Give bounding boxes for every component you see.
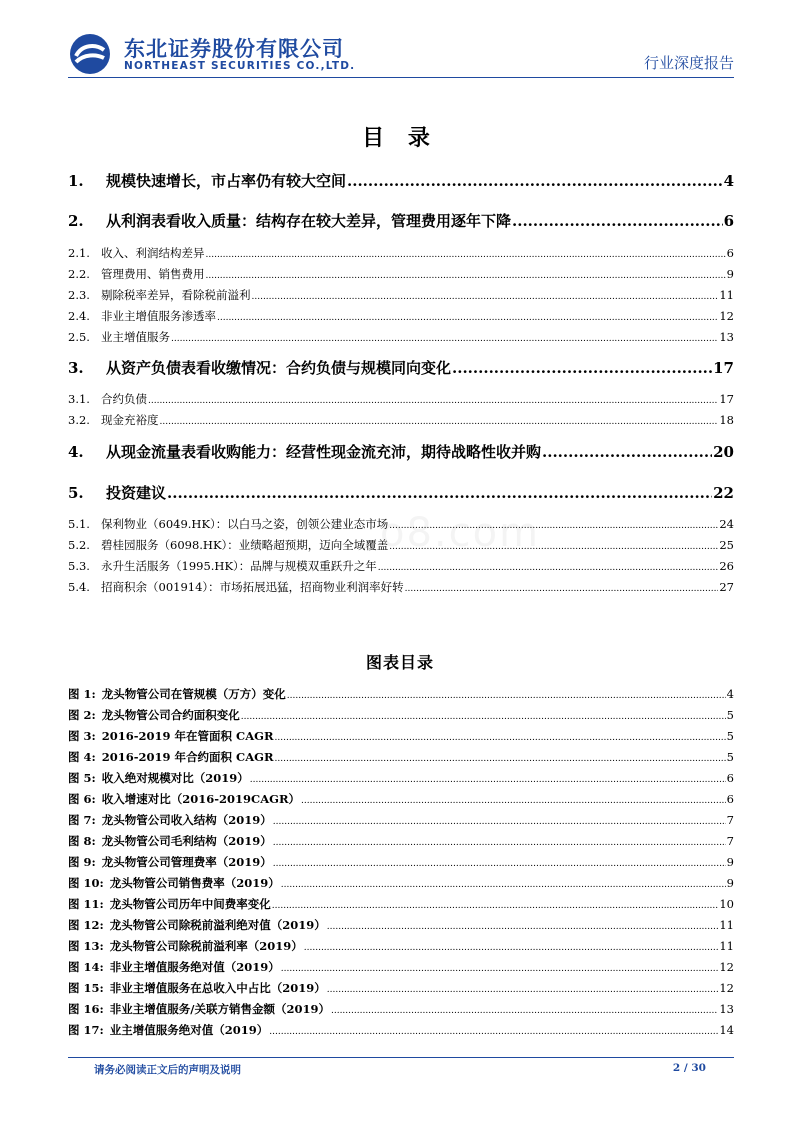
toc-leader-dots	[347, 172, 723, 190]
figure-entry[interactable]	[68, 686, 734, 702]
figure-entry-number: 图 5:	[68, 771, 96, 785]
toc-entry[interactable]	[68, 391, 734, 407]
figure-entry-text: 龙头物管公司管理费率（2019）	[101, 855, 272, 869]
toc-entry[interactable]	[68, 170, 734, 191]
figure-entry-text: 2016-2019 年合约面积 CAGR	[101, 750, 274, 764]
figure-leader-dots	[273, 817, 726, 827]
figure-entry[interactable]	[68, 791, 734, 807]
toc-entry-page: 20	[713, 443, 734, 461]
toc-entry-number: 2.2.	[68, 267, 90, 281]
figure-entry-page: 9	[726, 855, 734, 869]
figure-entry-number: 图 7:	[68, 813, 96, 827]
toc-entry-page: 11	[719, 288, 734, 302]
figure-entry-page: 10	[719, 897, 734, 911]
figure-entry-page: 11	[719, 918, 734, 932]
toc-leader-dots	[148, 396, 718, 406]
toc-entry-page: 4	[723, 172, 734, 190]
figure-entry-text: 收入绝对规模对比（2019）	[101, 771, 249, 785]
figure-entry-number: 图 13:	[68, 939, 104, 953]
figure-entry-number: 图 10:	[68, 876, 104, 890]
figure-entry[interactable]	[68, 959, 734, 975]
figure-entry-page: 12	[719, 981, 734, 995]
page-header	[68, 28, 734, 78]
toc-entry-text: 从资产负债表看收缴情况：合约负债与规模同向变化	[106, 359, 452, 377]
toc-entry-page: 6	[723, 212, 734, 230]
toc-entry-page: 27	[719, 580, 734, 594]
figure-entry-page: 13	[719, 1002, 734, 1016]
figure-leader-dots	[281, 880, 726, 890]
toc-entry-text: 投资建议	[106, 484, 167, 502]
toc-entry-text: 碧桂园服务（6098.HK）：业绩略超预期，迈向全域覆盖	[101, 538, 389, 552]
toc-entry-text: 永升生活服务（1995.HK）：品牌与规模双重跃升之年	[101, 559, 377, 573]
toc-entry-number: 2.	[68, 212, 84, 230]
figure-entry-text: 龙头物管公司在管规模（万方）变化	[101, 687, 286, 701]
figure-entry-page: 7	[726, 834, 734, 848]
figure-entry-number: 图 4:	[68, 750, 96, 764]
figure-entry-number: 图 14:	[68, 960, 104, 974]
figure-entry-text: 非业主增值服务在总收入中占比（2019）	[109, 981, 326, 995]
figure-entry-number: 图 8:	[68, 834, 96, 848]
toc-entry[interactable]	[68, 210, 734, 231]
figure-entry-number: 图 3:	[68, 729, 96, 743]
figure-entry-number: 图 12:	[68, 918, 104, 932]
toc-entry-text: 从利润表看收入质量：结构存在较大差异，管理费用逐年下降	[106, 212, 512, 230]
toc-entry-text: 规模快速增长，市占率仍有较大空间	[106, 172, 347, 190]
figure-leader-dots	[250, 775, 726, 785]
figure-entry[interactable]	[68, 1001, 734, 1017]
figure-entry-page: 14	[719, 1023, 734, 1037]
toc-entry-text: 保利物业（6049.HK）：以白马之姿，创领公建业态市场	[101, 517, 389, 531]
toc-entry-text: 管理费用、销售费用	[101, 267, 205, 281]
toc-entry-page: 26	[719, 559, 734, 573]
figure-leader-dots	[273, 838, 726, 848]
toc-entry-number: 4.	[68, 443, 84, 461]
toc-entry[interactable]	[68, 412, 734, 428]
figure-entry-number: 图 16:	[68, 1002, 104, 1016]
toc-entry-page: 17	[713, 359, 734, 377]
figure-entry-text: 收入增速对比（2016-2019CAGR）	[101, 792, 301, 806]
toc-leader-dots	[167, 484, 712, 502]
toc-entry-text: 现金充裕度	[101, 413, 159, 427]
toc-entry[interactable]	[68, 482, 734, 503]
toc-leader-dots	[542, 443, 712, 461]
figure-leader-dots	[241, 712, 726, 722]
toc-entry-number: 2.3.	[68, 288, 90, 302]
figure-entry-number: 图 11:	[68, 897, 104, 911]
figure-entry-number: 图 9:	[68, 855, 96, 869]
toc-entry-number: 5.3.	[68, 559, 90, 573]
toc-leader-dots	[252, 292, 719, 302]
toc-entry-number: 5.	[68, 484, 84, 502]
company-name-en: NORTHEAST SECURITIES CO.,LTD.	[124, 60, 356, 72]
toc-leader-dots	[452, 359, 712, 377]
figure-entry-page: 6	[726, 771, 734, 785]
company-logo-icon	[68, 32, 112, 76]
figure-entry[interactable]	[68, 707, 734, 723]
figure-entry[interactable]	[68, 938, 734, 954]
toc-leader-dots	[378, 563, 719, 573]
company-name-cn: 东北证券股份有限公司	[124, 37, 344, 61]
figure-leader-dots	[301, 796, 726, 806]
toc-entry-text: 从现金流量表看收购能力：经营性现金流充沛，期待战略性收并购	[106, 443, 542, 461]
figure-entry[interactable]	[68, 749, 734, 765]
figure-leader-dots	[272, 901, 719, 911]
figure-entry-text: 龙头物管公司收入结构（2019）	[101, 813, 272, 827]
figure-entry-page: 11	[719, 939, 734, 953]
figure-leader-dots	[275, 733, 726, 743]
toc-leader-dots	[405, 584, 719, 594]
footer-disclaimer: 请务必阅读正文后的声明及说明	[94, 1064, 241, 1076]
figure-entry-text: 业主增值服务绝对值（2019）	[109, 1023, 269, 1037]
toc-entry-text: 非业主增值服务渗透率	[101, 309, 216, 323]
figure-entry[interactable]	[68, 896, 734, 912]
toc-entry-page: 13	[719, 330, 734, 344]
figure-entry[interactable]	[68, 833, 734, 849]
figure-leader-dots	[327, 985, 719, 995]
toc-entry[interactable]	[68, 357, 734, 378]
toc-entry[interactable]	[68, 441, 734, 462]
figure-entry-text: 龙头物管公司除税前溢利绝对值（2019）	[109, 918, 326, 932]
toc-leader-dots	[206, 250, 726, 260]
figure-entry-page: 7	[726, 813, 734, 827]
toc-entry-number: 2.5.	[68, 330, 90, 344]
figure-entry[interactable]	[68, 812, 734, 828]
report-type-label: 行业深度报告	[643, 54, 734, 72]
figure-entry[interactable]	[68, 980, 734, 996]
figure-leader-dots	[287, 691, 726, 701]
figure-entry[interactable]	[68, 917, 734, 933]
figure-leader-dots	[269, 1027, 718, 1037]
figure-entry-text: 龙头物管公司除税前溢利率（2019）	[109, 939, 303, 953]
figure-entry-text: 龙头物管公司毛利结构（2019）	[101, 834, 272, 848]
toc-entry-number: 3.	[68, 359, 84, 377]
figure-entry-text: 非业主增值服务绝对值（2019）	[109, 960, 280, 974]
figure-entry[interactable]	[68, 728, 734, 744]
toc-entry-page: 24	[719, 517, 734, 531]
toc-entry-number: 1.	[68, 172, 84, 190]
watermark: o8.com	[380, 510, 541, 556]
toc-leader-dots	[160, 417, 719, 427]
figure-entry-page: 5	[726, 729, 734, 743]
figure-entry-page: 5	[726, 708, 734, 722]
toc-entry-page: 12	[719, 309, 734, 323]
figure-entry-page: 9	[726, 876, 734, 890]
toc-entry-number: 2.1.	[68, 246, 90, 260]
figure-leader-dots	[281, 964, 719, 974]
toc-entry[interactable]	[68, 329, 734, 345]
toc-entry[interactable]	[68, 245, 734, 261]
toc-entry-page: 17	[719, 392, 734, 406]
figure-leader-dots	[327, 922, 719, 932]
figure-entry-text: 龙头物管公司历年中间费率变化	[109, 897, 271, 911]
header-divider	[68, 77, 734, 78]
toc-entry-text: 业主增值服务	[101, 330, 170, 344]
toc-entry-number: 2.4.	[68, 309, 90, 323]
figure-entry[interactable]	[68, 770, 734, 786]
toc-entry[interactable]	[68, 308, 734, 324]
figure-entry-page: 6	[726, 792, 734, 806]
toc-title: 目 录	[362, 125, 438, 151]
figure-entry-number: 图 2:	[68, 708, 96, 722]
toc-entry-number: 3.2.	[68, 413, 90, 427]
figure-leader-dots	[331, 1006, 718, 1016]
toc-entry-number: 3.1.	[68, 392, 90, 406]
figure-entry-page: 12	[719, 960, 734, 974]
figure-entry-number: 图 15:	[68, 981, 104, 995]
page-number: 2 / 30	[672, 1062, 706, 1074]
figure-entry-text: 龙头物管公司合约面积变化	[101, 708, 240, 722]
figure-entry-page: 5	[726, 750, 734, 764]
figure-entry[interactable]	[68, 1022, 734, 1038]
toc-entry[interactable]	[68, 287, 734, 303]
figure-entry-number: 图 17:	[68, 1023, 104, 1037]
figure-entry-number: 图 6:	[68, 792, 96, 806]
toc-leader-dots	[217, 313, 718, 323]
toc-entry-page: 6	[726, 246, 734, 260]
toc-leader-dots	[171, 334, 718, 344]
toc-entry-page: 25	[719, 538, 734, 552]
toc-entry[interactable]	[68, 579, 734, 595]
figure-leader-dots	[273, 859, 726, 869]
toc-entry-text: 招商积余（001914）：市场拓展迅猛，招商物业利润率好转	[101, 580, 404, 594]
figure-entry-number: 图 1:	[68, 687, 96, 701]
toc-entry-page: 18	[719, 413, 734, 427]
toc-entry-number: 5.1.	[68, 517, 90, 531]
figure-entry-page: 4	[726, 687, 734, 701]
toc-leader-dots	[512, 212, 723, 230]
footer-divider	[68, 1057, 734, 1058]
toc-entry-page: 22	[713, 484, 734, 502]
figure-leader-dots	[304, 943, 719, 953]
figure-list-title: 图表目录	[365, 653, 434, 672]
toc-entry-number: 5.4.	[68, 580, 90, 594]
toc-entry-text: 收入、利润结构差异	[101, 246, 205, 260]
toc-entry-page: 9	[726, 267, 734, 281]
toc-entry-number: 5.2.	[68, 538, 90, 552]
toc-leader-dots	[206, 271, 726, 281]
figure-entry-text: 龙头物管公司销售费率（2019）	[109, 876, 280, 890]
toc-entry-text: 剔除税率差异，看除税前溢利	[101, 288, 251, 302]
figure-entry-text: 2016-2019 年在管面积 CAGR	[101, 729, 274, 743]
figure-leader-dots	[275, 754, 726, 764]
toc-entry-text: 合约负债	[101, 392, 147, 406]
toc-entry[interactable]	[68, 266, 734, 282]
figure-entry-text: 非业主增值服务/关联方销售金额（2019）	[109, 1002, 330, 1016]
figure-entry[interactable]	[68, 854, 734, 870]
toc-entry[interactable]	[68, 558, 734, 574]
figure-entry[interactable]	[68, 875, 734, 891]
